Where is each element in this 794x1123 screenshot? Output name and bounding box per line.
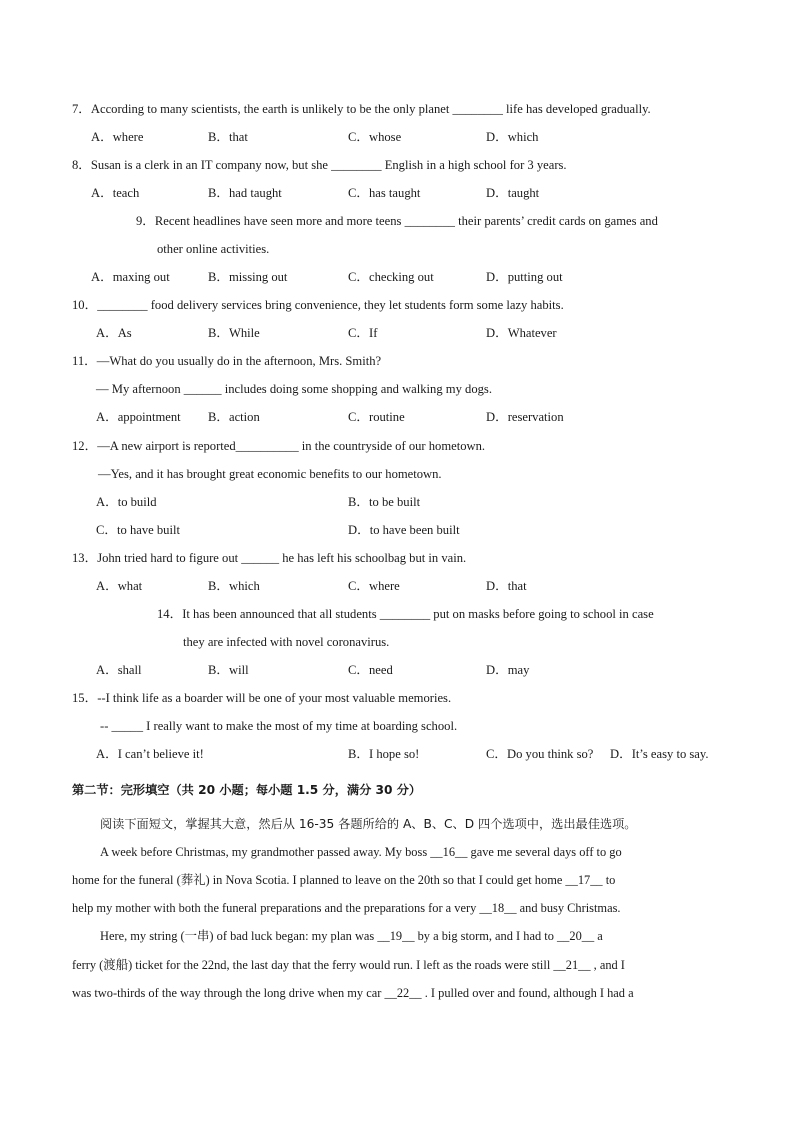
q12-option-c[interactable]: C．to have built <box>96 523 180 537</box>
q13-stem: 13．John tried hard to figure out ______ he has left his schoolbag but in vain. <box>72 551 467 565</box>
q11-option-b[interactable]: B．action <box>208 410 260 424</box>
q11-option-a[interactable]: A．appointment <box>96 410 181 424</box>
q9-option-a[interactable]: A．maxing out <box>91 270 170 284</box>
q8-option-d[interactable]: D．taught <box>486 186 540 200</box>
q9-stem-continued: other online activities. <box>157 242 270 256</box>
q7-option-b[interactable]: B．that <box>208 130 248 144</box>
q12-option-a[interactable]: A．to build <box>96 495 157 509</box>
q9-option-c[interactable]: C．checking out <box>348 270 434 284</box>
passage-line-3: help my mother with both the funeral preparations and the preparations for a very __18__ and busy Christmas. <box>72 901 621 915</box>
q7-option-d[interactable]: D．which <box>486 130 539 144</box>
q8-option-b[interactable]: B．had taught <box>208 186 282 200</box>
q7-option-a[interactable]: A．where <box>91 130 144 144</box>
passage-line-1: A week before Christmas, my grandmother passed away. My boss __16__ gave me several days off to go <box>100 845 622 859</box>
passage-line-4: Here, my string (一串) of bad luck began: my plan was __19__ by a big storm, and I had to __20__ a <box>100 929 603 943</box>
section2-heading: 第二节：完形填空（共 20 小题；每小题 1.5 分，满分 30 分） <box>72 783 422 797</box>
q12-stem-reply: —Yes, and it has brought great economic benefits to our hometown. <box>98 467 442 481</box>
q14-option-c[interactable]: C．need <box>348 663 393 677</box>
q14-option-a[interactable]: A．shall <box>96 663 142 677</box>
q13-option-c[interactable]: C．where <box>348 579 400 593</box>
q9-option-b[interactable]: B．missing out <box>208 270 288 284</box>
q10-stem: 10．________ food delivery services bring convenience, they let students form some lazy habits. <box>72 298 564 312</box>
q9-stem: 9．Recent headlines have seen more and more teens ________ their parents’ credit cards on games and <box>136 214 658 228</box>
q9-option-d[interactable]: D．putting out <box>486 270 563 284</box>
q10-option-a[interactable]: A．As <box>96 326 132 340</box>
q13-option-a[interactable]: A．what <box>96 579 143 593</box>
q11-option-c[interactable]: C．routine <box>348 410 405 424</box>
q14-stem: 14．It has been announced that all students ________ put on masks before going to school in case <box>157 607 654 621</box>
q8-option-c[interactable]: C．has taught <box>348 186 421 200</box>
q10-option-d[interactable]: D．Whatever <box>486 326 557 340</box>
q12-stem: 12．—A new airport is reported__________ in the countryside of our hometown. <box>72 439 486 453</box>
q8-option-a[interactable]: A．teach <box>91 186 140 200</box>
q14-option-d[interactable]: D．may <box>486 663 530 677</box>
q15-stem-reply: -- _____ I really want to make the most of my time at boarding school. <box>100 719 458 733</box>
q14-option-b[interactable]: B．will <box>208 663 249 677</box>
q12-option-d[interactable]: D．to have been built <box>348 523 460 537</box>
q10-option-b[interactable]: B．While <box>208 326 260 340</box>
section2-instruction: 阅读下面短文，掌握其大意，然后从 16-35 各题所给的 A、B、C、D 四个选项中，选出最佳选项。 <box>100 817 637 831</box>
q12-option-b[interactable]: B．to be built <box>348 495 421 509</box>
q8-stem: 8．Susan is a clerk in an IT company now, but she ________ English in a high school for 3 years. <box>72 158 567 172</box>
q15-stem: 15．--I think life as a boarder will be one of your most valuable memories. <box>72 691 452 705</box>
passage-line-6: was two-thirds of the way through the long drive when my car __22__ . I pulled over and found, although I had a <box>72 986 634 1000</box>
q10-option-c[interactable]: C．If <box>348 326 378 340</box>
q11-option-d[interactable]: D．reservation <box>486 410 564 424</box>
q15-option-a[interactable]: A．I can’t believe it! <box>96 747 204 761</box>
passage-line-5: ferry (渡船) ticket for the 22nd, the last day that the ferry would run. I left as the roads were still __21__ , and I <box>72 958 625 972</box>
q13-option-d[interactable]: D．that <box>486 579 527 593</box>
q11-stem-reply: — My afternoon ______ includes doing some shopping and walking my dogs. <box>96 382 492 396</box>
q7-option-c[interactable]: C．whose <box>348 130 402 144</box>
q11-stem: 11．—What do you usually do in the afternoon, Mrs. Smith? <box>72 354 382 368</box>
q15-option-c[interactable]: C．Do you think so? <box>486 747 594 761</box>
q13-option-b[interactable]: B．which <box>208 579 260 593</box>
q14-stem-continued: they are infected with novel coronavirus. <box>183 635 390 649</box>
q15-option-b[interactable]: B．I hope so! <box>348 747 420 761</box>
passage-line-2: home for the funeral (葬礼) in Nova Scotia. I planned to leave on the 20th so that I could get home __17__ to <box>72 873 616 887</box>
q15-option-d[interactable]: D．It’s easy to say. <box>610 747 709 761</box>
q7-stem: 7．According to many scientists, the earth is unlikely to be the only planet ________ life has developed gradually. <box>72 102 651 116</box>
